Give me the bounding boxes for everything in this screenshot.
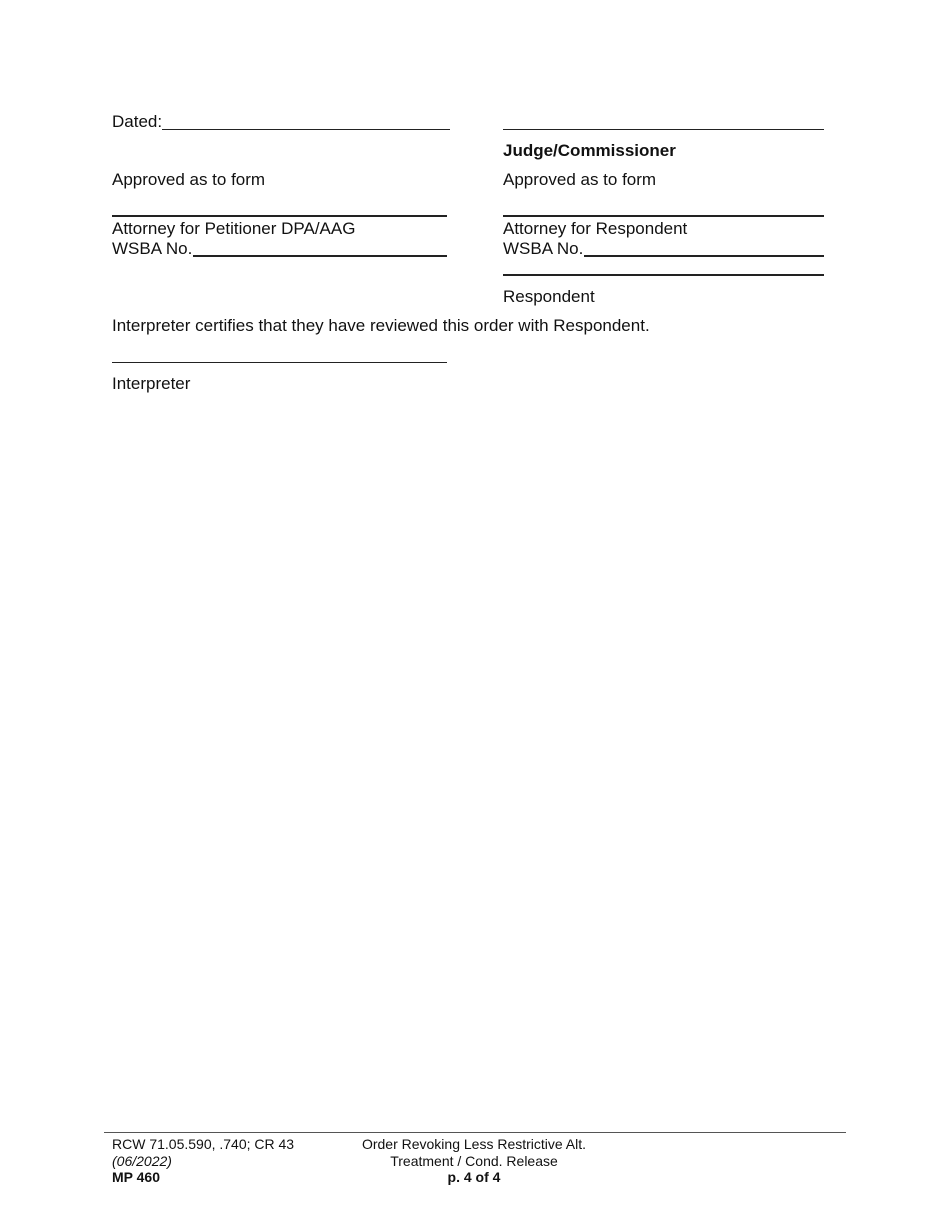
footer-rule [104, 1132, 846, 1133]
wsba-number-label-right: WSBA No. [503, 239, 584, 258]
footer-title-line1: Order Revoking Less Restrictive Alt. [361, 1136, 587, 1152]
petitioner-attorney-signature-line[interactable] [112, 215, 447, 217]
attorney-petitioner-label: Attorney for Petitioner DPA/AAG [112, 219, 356, 238]
dated-signature-line[interactable] [162, 129, 450, 130]
approved-as-to-form-right: Approved as to form [503, 170, 657, 189]
judge-commissioner-label: Judge/Commissioner [503, 141, 676, 160]
approved-as-to-form-left: Approved as to form [112, 170, 266, 189]
dated-label: Dated: [112, 112, 163, 131]
interpreter-signature-line[interactable] [112, 362, 447, 363]
wsba-number-line-right[interactable] [584, 255, 824, 257]
footer-page-number: p. 4 of 4 [447, 1169, 501, 1185]
wsba-number-line-left[interactable] [193, 255, 447, 257]
interpreter-label: Interpreter [112, 374, 191, 393]
footer-title-line2: Treatment / Cond. Release [390, 1153, 558, 1169]
interpreter-certification-text: Interpreter certifies that they have reviewed this order with Respondent. [112, 316, 650, 335]
wsba-number-label-left: WSBA No. [112, 239, 193, 258]
respondent-label: Respondent [503, 287, 595, 306]
footer-revision-date: (06/2022) [112, 1153, 172, 1169]
judge-signature-line[interactable] [503, 129, 824, 130]
attorney-respondent-label: Attorney for Respondent [503, 219, 688, 238]
respondent-attorney-signature-line[interactable] [503, 215, 824, 217]
footer-statute: RCW 71.05.590, .740; CR 43 [112, 1136, 295, 1152]
footer-form-number: MP 460 [112, 1169, 160, 1185]
respondent-signature-line[interactable] [503, 274, 824, 276]
